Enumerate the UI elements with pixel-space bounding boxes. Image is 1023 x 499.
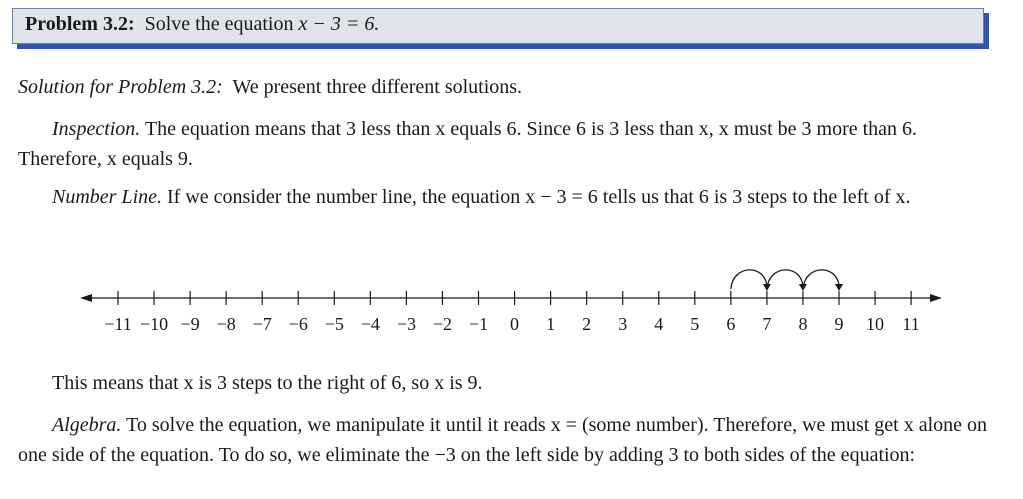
problem-label: Problem 3.2: [25,13,135,35]
tick-label: 6 [726,314,736,334]
algebra-label: Algebra. [52,414,122,436]
hop-arc [803,270,839,289]
tick-label: 0 [510,314,520,334]
tick-label: −2 [432,314,453,334]
algebra-paragraph [18,410,998,470]
number-line-figure [0,262,1023,342]
tick-label: −9 [180,314,200,334]
solution-intro [18,72,998,102]
hop-arrowhead [835,284,843,291]
problem-text: Solve the equation [144,13,299,35]
problem-equation: x − 3 = 6. [298,13,380,35]
tick-label: 5 [690,314,700,334]
inspection-text: The equation means that 3 less than x equals 6. Since 6 is 3 less than x, x must be 3 more than 6. Therefore, x equals 9. [18,118,918,170]
algebra-text: To solve the equation, we manipulate it until it reads x = (some number). Therefore, we must get x alone on one side of the equation. To do so, we eliminate the −3 on the left side by adding 3 to both sides of the equation: [18,414,988,466]
tick-label: 9 [834,314,844,334]
left-arrowhead [80,294,92,302]
tick-label: 4 [654,314,664,334]
tick-label: −10 [139,314,169,334]
tick-label: −5 [324,314,344,334]
tick-label: −6 [288,314,308,334]
conclusion-text: This means that x is 3 steps to the right of 6, so x is 9. [52,372,483,394]
tick-label: −8 [216,314,236,334]
hop-arc [767,270,803,289]
number-line-paragraph [18,182,998,212]
number-line-label: Number Line. [52,186,162,208]
tick-label: 7 [762,314,772,334]
conclusion-paragraph [18,368,998,398]
tick-label: 3 [618,314,628,334]
hop-arc [731,270,767,289]
tick-label: −3 [396,314,416,334]
tick-label: −1 [468,314,489,334]
tick-label: −7 [252,314,272,334]
tick-label: 1 [546,314,556,334]
tick-label: 8 [798,314,808,334]
problem-box [12,8,984,44]
solution-label: Solution for Problem 3.2: [18,76,223,98]
inspection-label: Inspection. [52,118,141,140]
solution-intro-text: We present three different solutions. [232,76,523,98]
tick-label: −11 [104,314,132,334]
tick-label: 10 [866,314,885,334]
tick-label: 11 [902,314,920,334]
inspection-paragraph [18,114,998,174]
tick-label: −4 [360,314,380,334]
tick-label: 2 [582,314,592,334]
right-arrowhead [930,294,942,302]
problem-statement [25,13,379,36]
number-line-text: If we consider the number line, the equation x − 3 = 6 tells us that 6 is 3 steps to the left of x. [167,186,911,208]
